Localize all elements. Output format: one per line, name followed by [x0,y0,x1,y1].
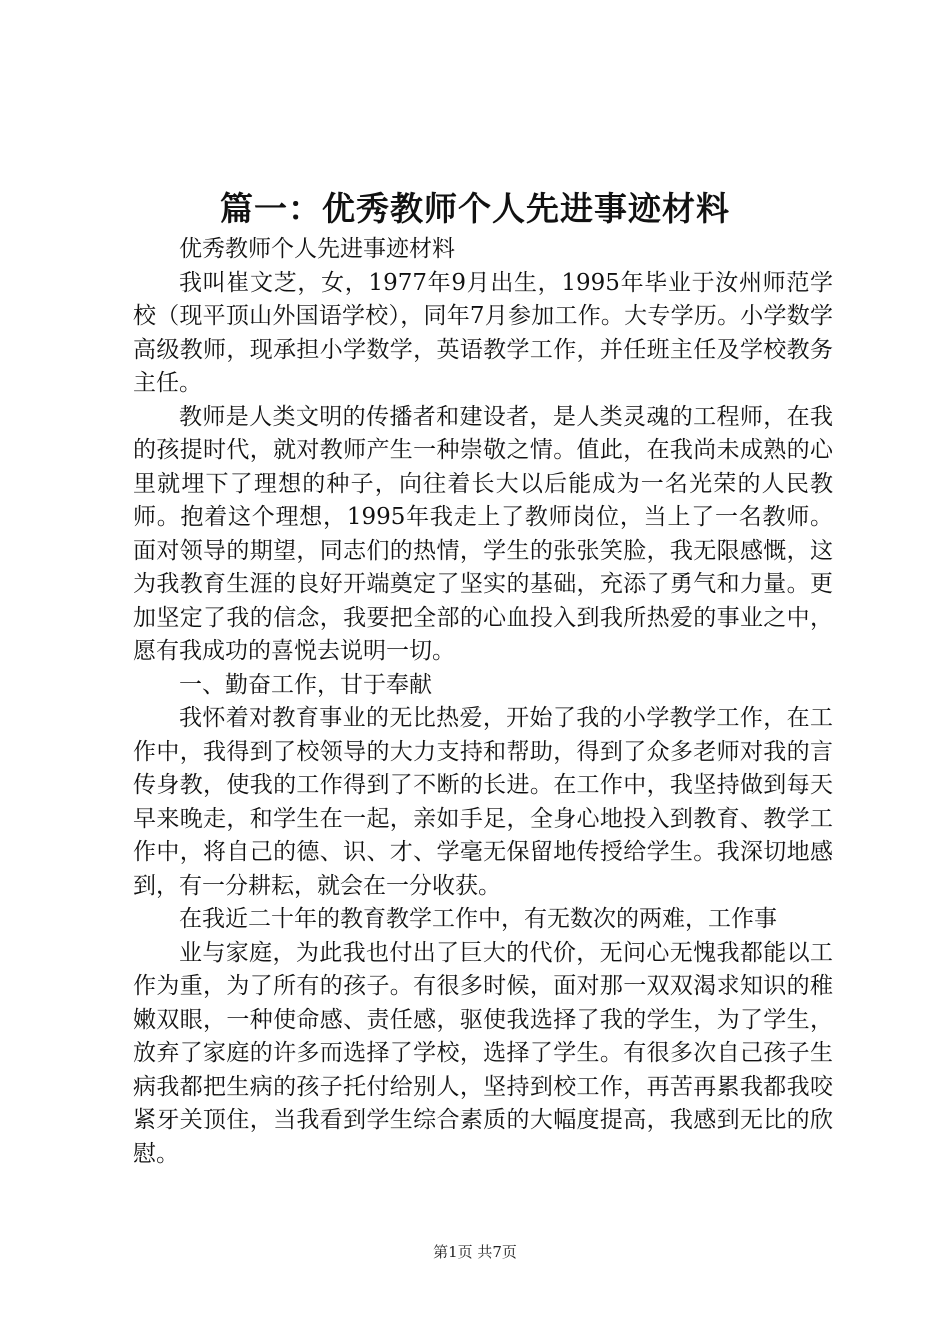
section-heading: 一、勤奋工作，甘于奉献 [179,671,432,698]
paragraph-sacrifice: 业与家庭，为此我也付出了巨大的代价，无问心无愧我都能以工作为重，为了所有的孩子。有很多时候，面对那一双双渴求知识的稚嫩双眼，一种使命感、责任感，驱使我选择了我的学生，为了学生，放弃了家庭的许多而选择了学校，选择了学生。有很多次自己孩子生病我都把生病的孩子托付给别人，坚持到校工作，再苦再累我都我咬紧牙关顶住，当我看到学生综合素质的大幅度提高，我感到无比的欣慰。 [133,939,833,1167]
page-footer: 第1页 共7页 [433,1243,517,1261]
paragraph-motivation: 教师是人类文明的传播者和建设者，是人类灵魂的工程师，在我的孩提时代，就对教师产生一种崇敬之情。值此，在我尚未成熟的心里就埋下了理想的种子，向往着长大以后能成为一名光荣的人民教师。抱着这个理想，1995年我走上了教师岗位，当上了一名教师。面对领导的期望，同志们的热情，学生的张张笑脸，我无限感慨，这为我教育生涯的良好开端奠定了坚实的基础，充添了勇气和力量。更加坚定了我的信念，我要把全部的心血投入到我所热爱的事业之中，愿有我成功的喜悦去说明一切。 [133,403,833,664]
document-body [133,233,833,1171]
paragraph-dilemma: 在我近二十年的教育教学工作中，有无数次的两难，工作事 [179,906,777,932]
paragraph-work: 我怀着对教育事业的无比热爱，开始了我的小学教学工作，在工作中，我得到了校领导的大力支持和帮助，得到了众多老师对我的言传身教，使我的工作得到了不断的长进。在工作中，我坚持做到每天早来晚走，和学生在一起，亲如手足，全身心地投入到教育、教学工作中，将自己的德、识、才、学毫无保留地传授给学生。我深切地感到，有一分耕耘，就会在一分收获。 [133,705,833,899]
paragraph-subtitle: 优秀教师个人先进事迹材料 [179,236,455,262]
paragraph-intro: 我叫崔文芝，女，1977年9月出生，1995年毕业于汝州师范学校（现平顶山外国语学校），同年7月参加工作。大专学历。小学数学高级教师，现承担小学数学，英语教学工作，并任班主任及学校教务主任。 [133,269,833,396]
document-title: 篇一：优秀教师个人先进事迹材料 [220,189,730,228]
